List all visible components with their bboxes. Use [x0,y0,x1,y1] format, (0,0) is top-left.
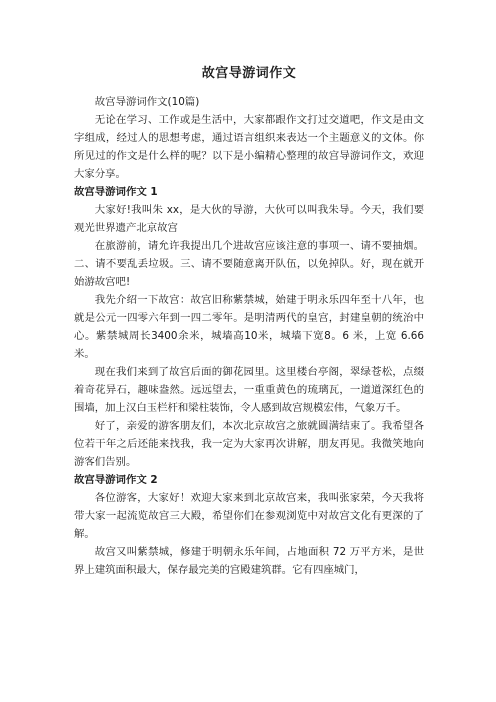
document-title: 故宫导游词作文 [201,66,297,81]
document-page [74,0,424,579]
paragraph: 我先介绍一下故宫：故宫旧称紫禁城，始建于明永乐四年至十八年，也就是公元一四零六年到一四二零年。是明清两代的皇宫，封建皇朝的统治中心。紫禁城周长3400余米，城墙高10米，城墙下宽8。6 米，上宽 6.66 米。 [74,294,424,360]
paragraph: 现在我们来到了故宫后面的御花园里。这里楼台亭阁，翠绿苍松，点缀着奇花异石，趣味盎然。远远望去，一重重黄色的琉璃瓦，一道道深红色的围墙，加上汉白玉栏杆和梁柱装饰，令人感到故宫规模宏伟，气象万千。 [74,366,424,414]
section-heading: 故宫导游词作文 2 [74,474,158,486]
paragraph: 在旅游前，请允许我提出几个进故宫应该注意的事项一、请不要抽烟。二、请不要乱丢垃圾。三、请不要随意离开队伍，以免掉队。好，现在就开始游故宫吧! [74,240,424,288]
paragraph: 好了，亲爱的游客朋友们，本次北京故宫之旅就圆满结束了。我希望各位若干年之后还能来找我，我一定为大家再次讲解，朋友再见。我微笑地向游客们告别。 [74,420,424,468]
paragraph: 故宫导游词作文(10篇) [94,96,200,108]
section-heading: 故宫导游词作文 1 [74,186,158,198]
paragraph: 无论在学习、工作或是生活中，大家都跟作文打过交道吧，作文是由文字组成，经过人的思想考虑，通过语言组织来表达一个主题意义的文体。你所见过的作文是什么样的呢？以下是小编精心整理的故宫导游词作文，欢迎大家分享。 [74,114,424,180]
paragraph: 各位游客，大家好！欢迎大家来到北京故宫来，我叫张家荣，今天我将带大家一起流览故宫三大殿，希望你们在参观浏览中对故宫文化有更深的了解。 [74,492,424,540]
paragraph: 故宫又叫紫禁城，修建于明朝永乐年间，占地面积 72 万平方米，是世界上建筑面积最大，保存最完美的宫殿建筑群。它有四座城门， [74,546,424,576]
paragraph: 大家好!我叫朱 xx，是大伙的导游，大伙可以叫我朱导。今天，我们要观光世界遗产北京故宫 [74,204,424,234]
document-body [74,93,424,579]
